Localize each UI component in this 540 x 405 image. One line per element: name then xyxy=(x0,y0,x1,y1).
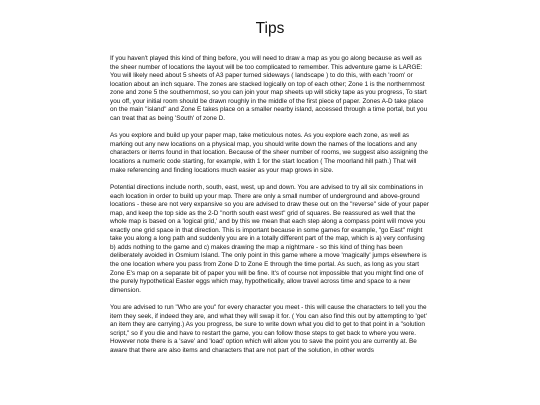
page-title: Tips xyxy=(255,20,285,37)
tips-paragraph-note-taking: As you explore and build up your paper map, take meticulous notes. As you explore each zone, as well as marking out any new locations on a physical map, you should write down the names of the locations and any characters or items found in that location. Because of the sheer number of rooms, we suggest also assigning the locations a numeric code starting, for example, with 1 for the start location ( The moorland hill path.) That will make referencing and finding locations much easier as your map grows in size. xyxy=(110,132,428,174)
tips-paragraph-characters: You are advised to run "Who are you" for every character you meet - this will cause the characters to tell you the item they seek, if indeed they are, and what they will swap it for. ( You can also find this out by attempting to 'get' an item they are carrying.) As you progress, be sure to write down what you did to get to that point in a "solution script," so if you die and have to restart the game, you can follow those steps to get back to where you were. However note there is a 'save' and 'load' option which will allow you to save the point you are currently at. Be aware that there are also items and characters that are not part of the solution, in other words xyxy=(110,304,427,354)
tips-paragraph-map-drawing: If you haven't played this kind of thing before, you will need to draw a map as you go along because as well as the sheer number of locations the layout will be too complicated to remember. This adventure game is LARGE: You will likely need about 5 sheets of A3 paper turned sideways ( landscape ) to do this, with each 'room' or location about an inch square. The zones are stacked logically on top of each other; Zone 1 is the northernmost zone and zone 5 the southernmost, so you can join your map sheets up will sticky tape as you progress, To start you off, your initial room should be drawn roughly in the middle of the first piece of paper. Zones A-D take place on the main "island" and Zone E takes place on a smaller nearby island, accessed through a time portal, but you can treat that as being 'South' of zone D. xyxy=(110,55,428,122)
tips-content xyxy=(110,55,432,365)
tips-paragraph-directions: Potential directions include north, south, east, west, up and down. You are advised to try all six combinations in each location in order to build up your map. There are only a small number of underground and above-ground locations - these are not very expansive so you are advised to draw these out on the "reverse" side of your paper map, and keep the top side as the 2-D "north south east west" grid of squares. Be reassured as well that the whole map is based on a 'logical grid,' and by this we mean that each step along a compass point will move you exactly one grid space in that direction. This is important because in some games for example, "go East" might take you along a long path and suddenly you are in a totally different part of the map, which is a) very confusing b) adds nothing to the game and c) makes drawing the map a nightmare - so this kind of thing has been deliberately avoided in Osmium Island. The only point in this game where a move 'magically' jumps elsewhere is the one location where you pass from Zone D to Zone E through the time portal. As such, as long as you start Zone E's map on a separate bit of paper you will be fine. It's of course not impossible that you might find one of the purely hypothetical Easter eggs which may, hypothetically, allow travel across time and space to a new dimension. xyxy=(110,184,429,294)
